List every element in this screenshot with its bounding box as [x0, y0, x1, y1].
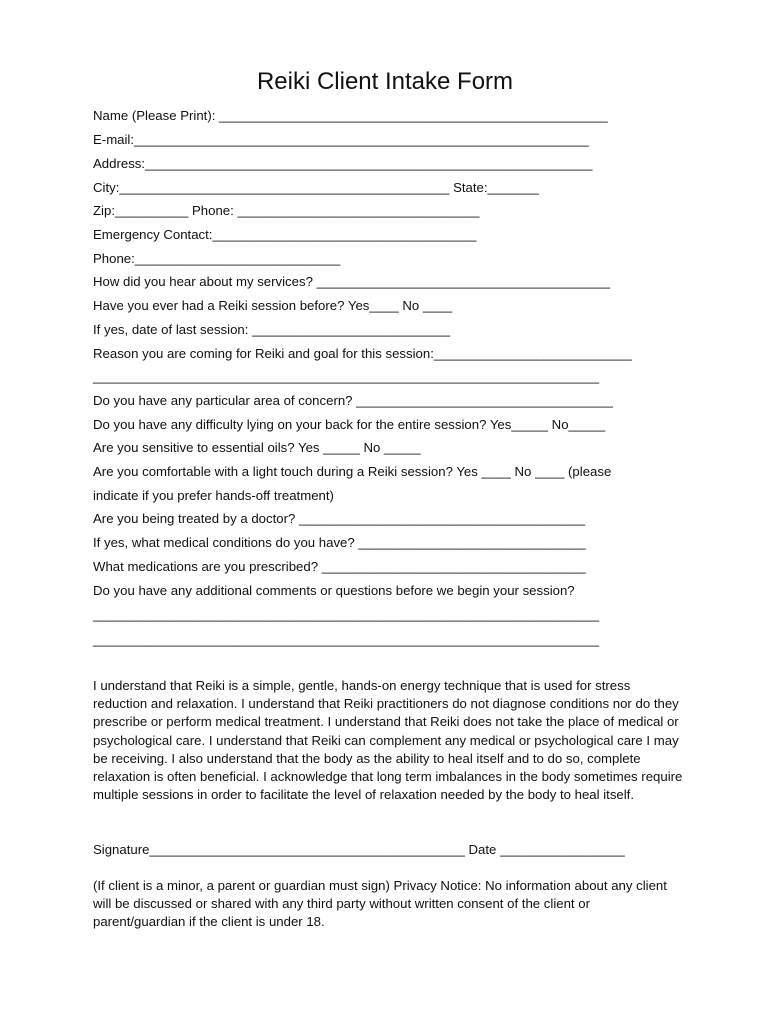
area-of-concern-field[interactable]: Do you have any particular area of concern? ___________________________________ — [93, 393, 613, 408]
light-touch-note: indicate if you prefer hands-off treatment) — [93, 488, 334, 503]
light-touch-field[interactable]: Are you comfortable with a light touch during a Reiki session? Yes ____ No ____ (please — [93, 464, 612, 479]
previous-session-field[interactable]: Have you ever had a Reiki session before? Yes____ No ____ — [93, 298, 453, 313]
reason-goal-field[interactable]: Reason you are coming for Reiki and goal for this session:___________________________ — [93, 346, 632, 361]
signature-date-field[interactable]: Signature___________________________________________ Date _________________ — [93, 842, 625, 857]
address-field[interactable]: Address:_____________________________________________________________ — [93, 156, 593, 171]
lying-difficulty-field[interactable]: Do you have any difficulty lying on your back for the entire session? Yes_____ No_____ — [93, 417, 606, 432]
comments-line-2[interactable]: _____________________________________________________________________ — [93, 632, 600, 647]
last-session-date-field[interactable]: If yes, date of last session: ___________________________ — [93, 322, 451, 337]
comments-line-1[interactable]: _____________________________________________________________________ — [93, 607, 600, 622]
medications-field[interactable]: What medications are you prescribed? ____________________________________ — [93, 559, 586, 574]
reason-goal-continuation-line[interactable]: _____________________________________________________________________ — [93, 369, 600, 384]
medical-conditions-field[interactable]: If yes, what medical conditions do you have? _______________________________ — [93, 535, 586, 550]
zip-phone-field[interactable]: Zip:__________ Phone: _________________________________ — [93, 203, 480, 218]
name-field[interactable]: Name (Please Print): _____________________________________________________ — [93, 108, 608, 123]
privacy-notice: (If client is a minor, a parent or guardian must sign) Privacy Notice: No information about any client will be discussed or shared with any third party without written consent of the client or parent/guardian if the client is under 18. — [93, 878, 667, 930]
city-state-field[interactable]: City:_____________________________________________ State:_______ — [93, 180, 539, 195]
consent-paragraph: I understand that Reiki is a simple, gentle, hands-on energy technique that is used for stress reduction and relaxation. I understand that Reiki practitioners do not diagnose conditions nor do they prescribe or perform medical treatment. I understand that Reiki does not take the place of medical or psychological care. I understand that Reiki can complement any medical or psychological care I may be receiving. I also understand that the body as the ability to heal itself and to do so, complete relaxation is often beneficial. I acknowledge that long term imbalances in the body sometimes require multiple sessions in order to facilitate the level of relaxation needed by the body to heal itself. — [93, 678, 683, 803]
emergency-phone-field[interactable]: Phone:____________________________ — [93, 251, 341, 266]
emergency-contact-field[interactable]: Emergency Contact:____________________________________ — [93, 227, 477, 242]
form-title: Reiki Client Intake Form — [256, 68, 514, 95]
doctor-treatment-field[interactable]: Are you being treated by a doctor? _______________________________________ — [93, 511, 586, 526]
comments-question: Do you have any additional comments or questions before we begin your session? — [93, 583, 575, 598]
email-field[interactable]: E-mail:______________________________________________________________ — [93, 132, 589, 147]
essential-oils-field[interactable]: Are you sensitive to essential oils? Yes _____ No _____ — [93, 440, 421, 455]
referral-source-field[interactable]: How did you hear about my services? ________________________________________ — [93, 274, 610, 289]
